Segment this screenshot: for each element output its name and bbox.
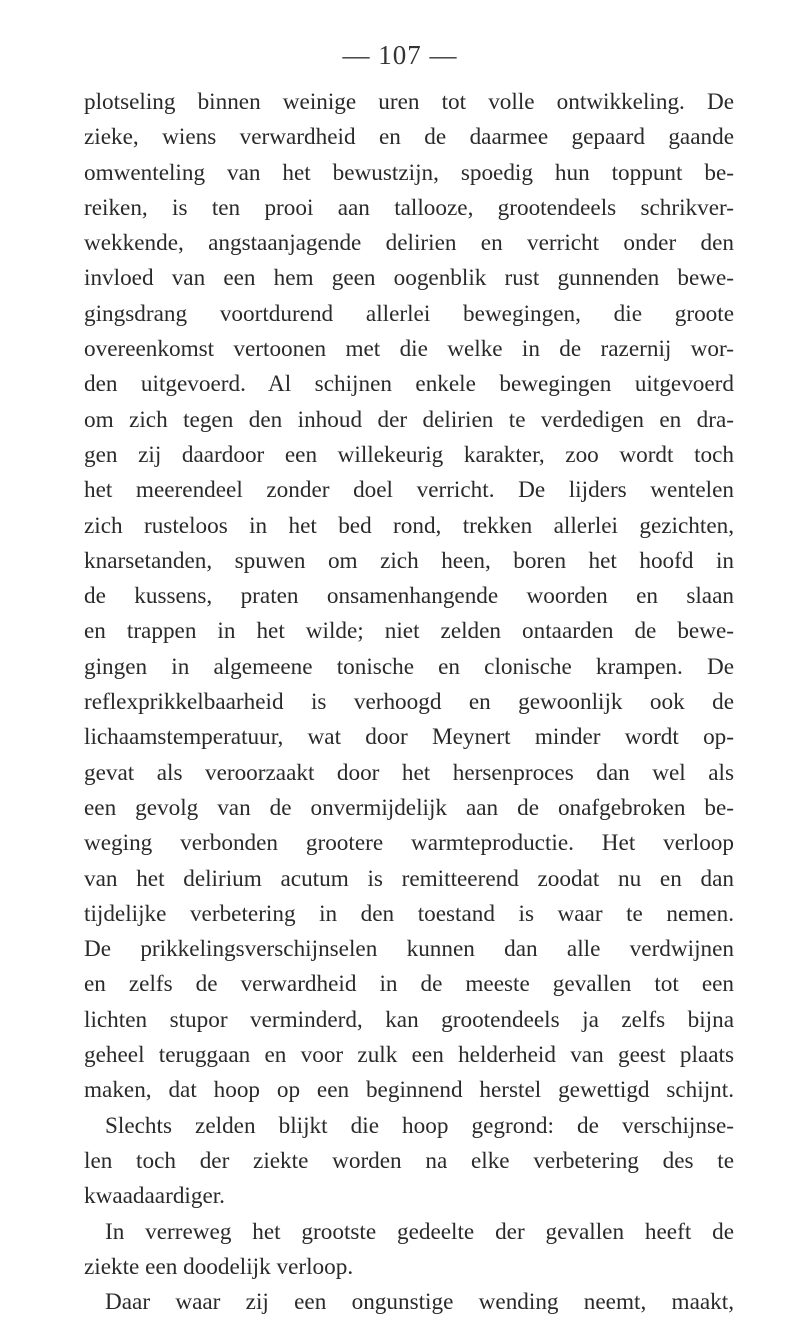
text-line: tijdelijke verbetering in den toestand is waar te nemen. (84, 900, 734, 927)
text-line: In verreweg het grootste gedeelte der gevallen heeft de (105, 1218, 734, 1245)
text-line: kwaadaardiger. (84, 1183, 225, 1210)
text-line: en trappen in het wilde; niet zelden ontaarden de bewe- (84, 618, 734, 645)
text-line: plotseling binnen weinige uren tot volle ontwikkeling. De (84, 89, 734, 115)
text-line: maken, dat hoop op een beginnend herstel gewettigd schijnt. (84, 1077, 734, 1104)
text-line: een gevolg van de onvermijdelijk aan de onafgebroken be- (84, 794, 734, 821)
text-line: zieke, wiens verwardheid en de daarmee gepaard gaande (84, 124, 734, 151)
text-line: lichten stupor verminderd, kan grootendeels ja zelfs bijna (84, 1006, 734, 1033)
text-line: van het delirium acutum is remitteerend zoodat nu en dan (84, 865, 734, 892)
text-line: geheel teruggaan en voor zulk een helderheid van geest plaats (84, 1042, 734, 1069)
text-line: den uitgevoerd. Al schijnen enkele bewegingen uitgevoerd (84, 371, 734, 398)
text-line: lichaamstemperatuur, wat door Meynert minder wordt op- (84, 724, 734, 751)
text-line: het meerendeel zonder doel verricht. De lijders wentelen (84, 477, 734, 504)
text-line: reiken, is ten prooi aan tallooze, grootendeels schrikver- (84, 194, 734, 221)
text-line: ziekte een doodelijk verloop. (84, 1253, 354, 1280)
text-line: wekkende, angstaanjagende delirien en verricht onder den (84, 230, 734, 257)
text-line: om zich tegen den inhoud der delirien te verdedigen en dra- (84, 406, 734, 433)
text-line: len toch der ziekte worden na elke verbetering des te (84, 1147, 734, 1174)
text-line: De prikkelingsverschijnselen kunnen dan alle verdwijnen (84, 936, 734, 963)
text-line: reflexprikkelbaarheid is verhoogd en gewoonlijk ook de (84, 689, 734, 716)
text-line: en zelfs de verwardheid in de meeste gevallen tot een (84, 971, 734, 998)
text-line: invloed van een hem geen oogenblik rust gunnenden bewe- (84, 265, 734, 292)
body-text (84, 85, 734, 1320)
text-line: omwenteling van het bewustzijn, spoedig hun toppunt be- (84, 159, 734, 186)
text-line: knarsetanden, spuwen om zich heen, boren het hoofd in (84, 547, 734, 574)
text-line: gevat als veroorzaakt door het hersenproces dan wel als (84, 759, 734, 786)
text-line: de kussens, praten onsamenhangende woorden en slaan (84, 583, 734, 610)
text-line: Slechts zelden blijkt die hoop gegrond: de verschijnse- (105, 1112, 734, 1139)
text-line: Daar waar zij een ongunstige wending neemt, maakt, (105, 1289, 734, 1316)
text-line: weging verbonden grootere warmteproductie. Het verloop (84, 830, 734, 857)
page-number: — 107 — (342, 40, 458, 70)
text-line: gingsdrang voortdurend allerlei bewegingen, die groote (84, 300, 734, 327)
text-line: gen zij daardoor een willekeurig karakter, zoo wordt toch (84, 441, 734, 468)
text-line: overeenkomst vertoonen met die welke in de razernij wor- (84, 336, 734, 363)
text-line: gingen in algemeene tonische en clonische krampen. De (84, 653, 734, 680)
text-line: zich rusteloos in het bed rond, trekken allerlei gezichten, (84, 512, 734, 539)
